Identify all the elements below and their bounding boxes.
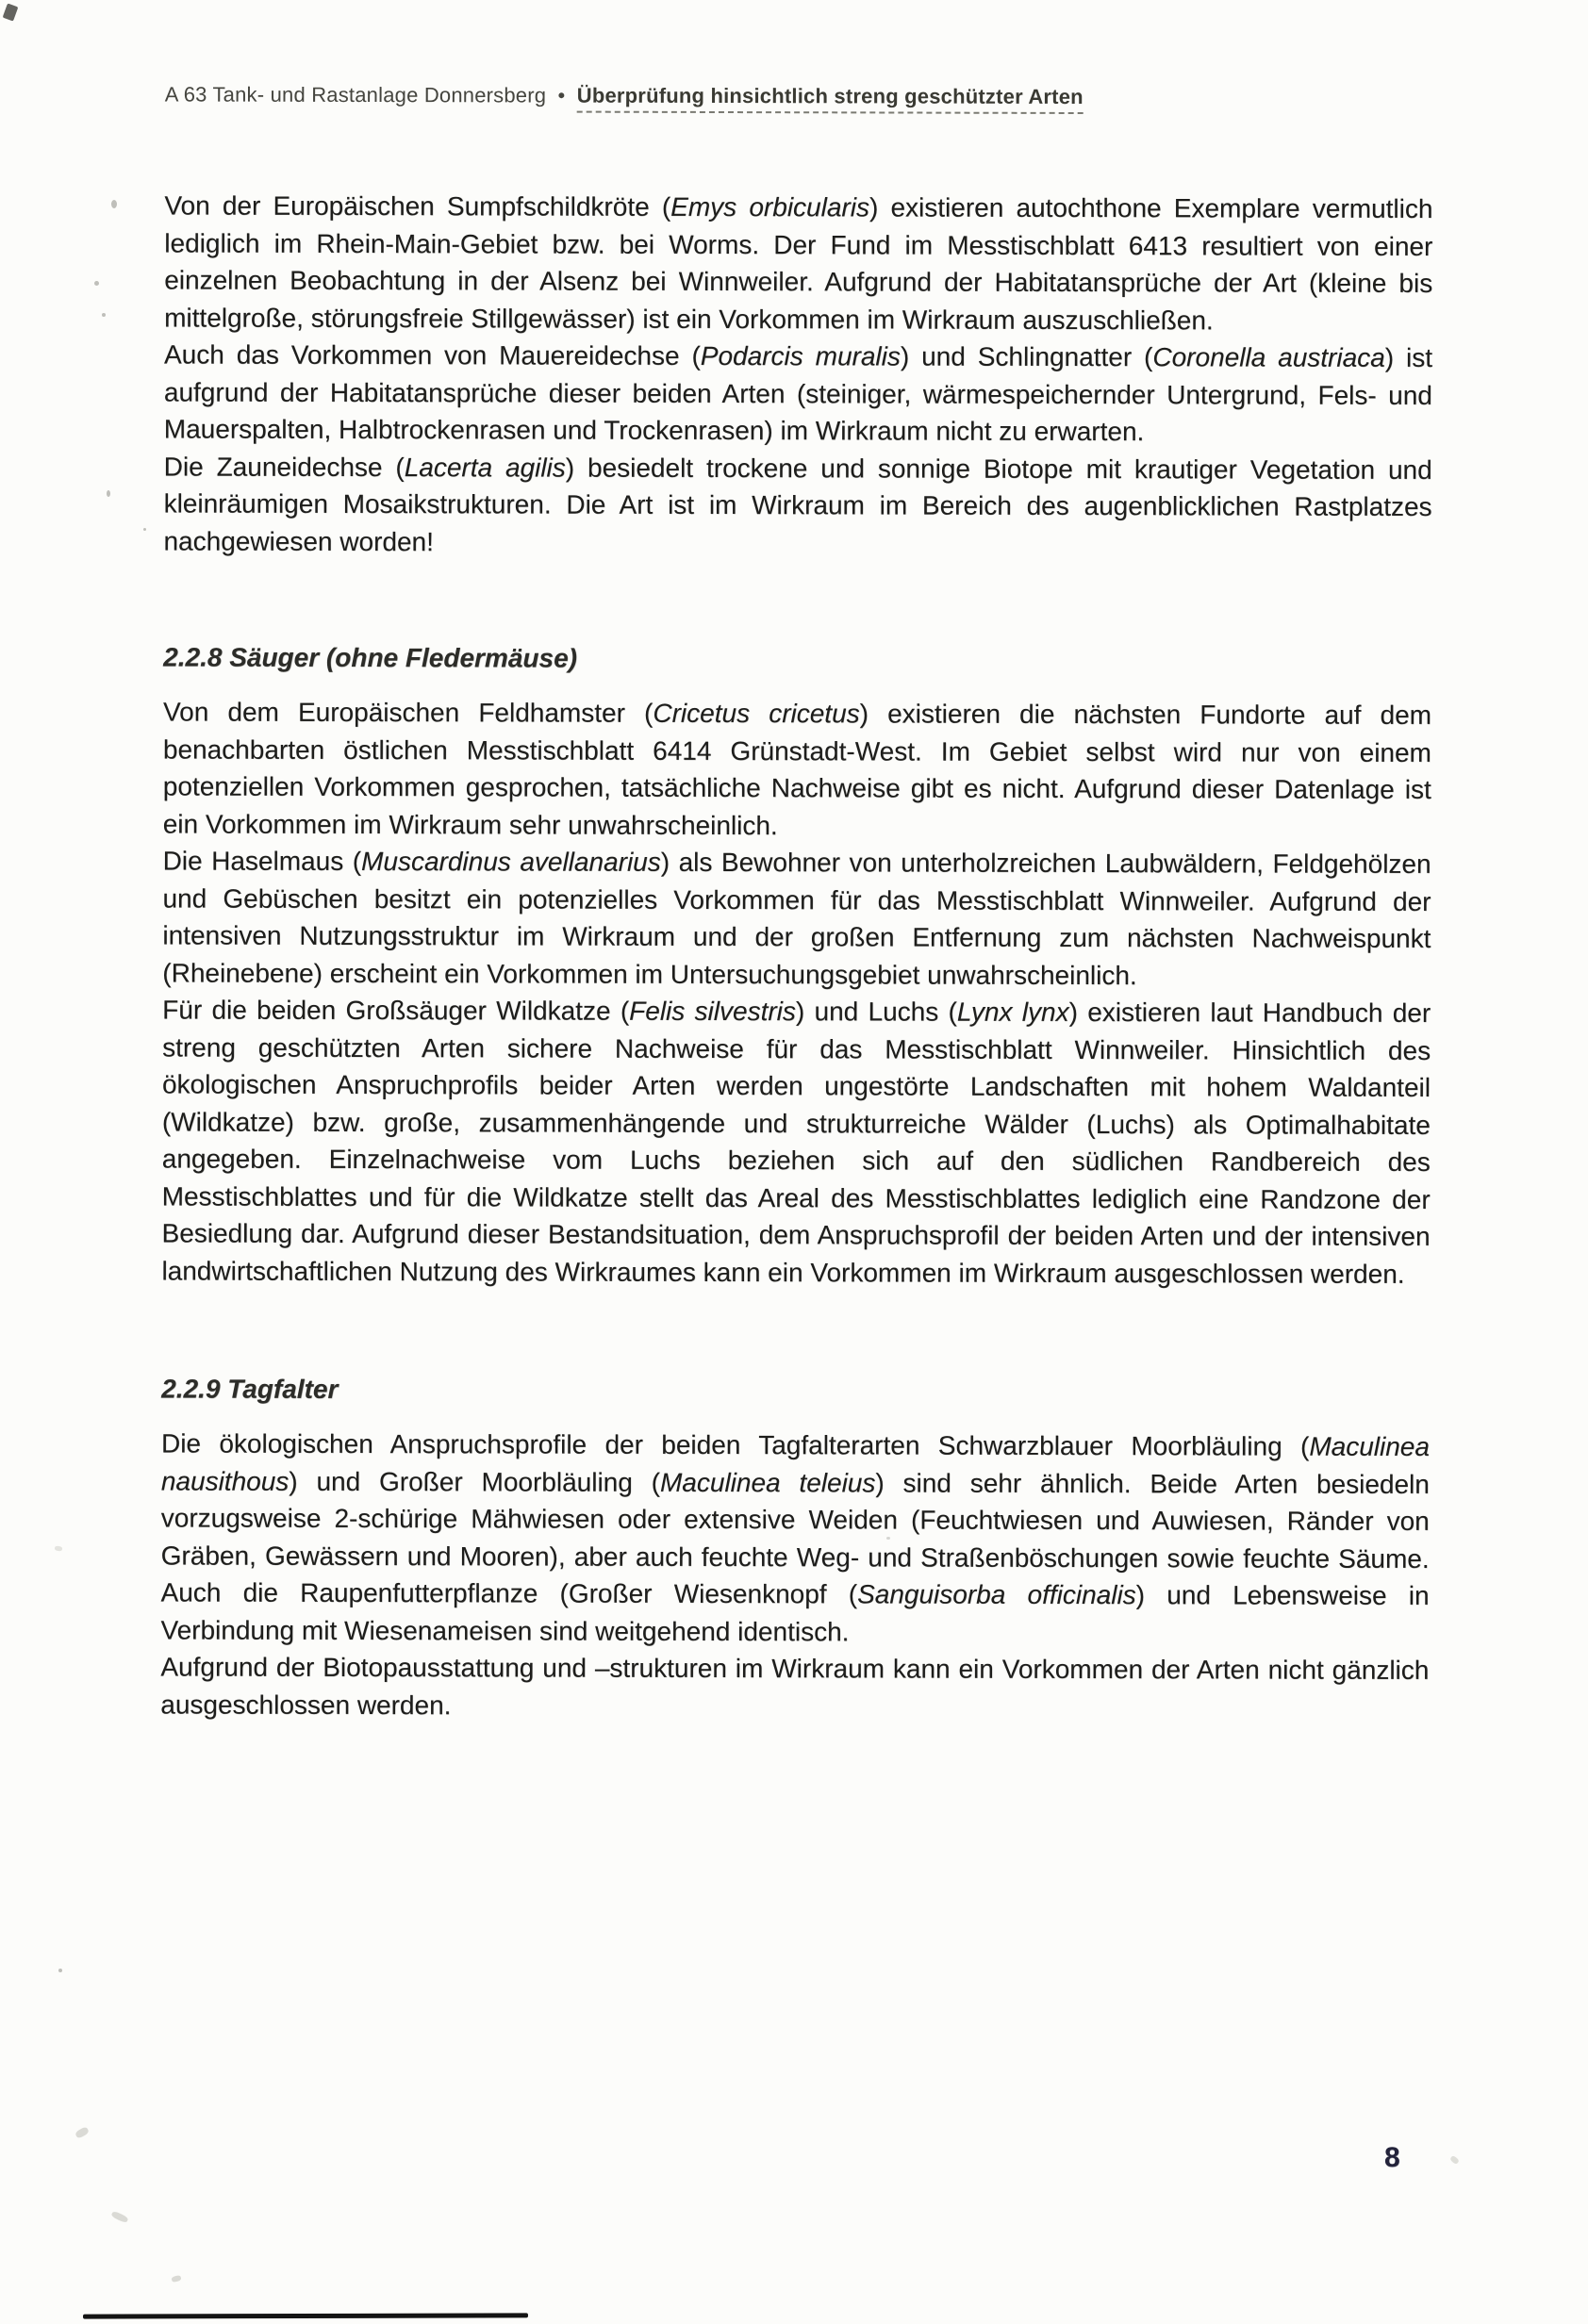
paragraph-moorblaeulinge: Die ökologischen Anspruchsprofile der beiden Tagfalterarten Schwarzblauer Moorbläuling (Maculinea nausithous) und Großer Moorbläuling (Maculinea teleius) sind sehr ähnlich. Beide Arten besiedeln vorzugsweise 2-schürige Mähwiesen oder extensive Weiden (Feuchtwiesen und Auwiesen, Ränder von Gräben, Gewässern und Mooren), aber auch feuchte Weg- und Straßenböschungen sowie feuchte Säume. Auch die Raupenfutterpflanze (Großer Wiesenknopf (Sanguisorba officinalis) und Lebensweise in Verbindung mit Wiesenameisen sind weitgehend identisch. xyxy=(160,1428,1431,1646)
header-bullet-separator: • xyxy=(557,83,566,107)
paragraph-wildkatze-luchs: Für die beiden Großsäuger Wildkatze (Felis silvestris) und Luchs (Lynx lynx) existieren laut Handbuch der streng geschützten Arten sichere Nachweise für das Messtischblatt Winnweiler. Hinsichtlich des ökologischen Anspruchprofils beider Arten werden ungestörte Landschaften mit hohem Waldanteil (Wildkatze) bzw. große, zusammenhängende und strukturreiche Wälder (Luchs) als Optimalhabitate angegeben. Einzelnachweise vom Luchs beziehen sich auf den südlichen Randbereich des Messtischblattes und für die Wildkatze stellt das Areal des Messtischblattes lediglich eine Randzone der Besiedlung dar. Aufgrund dieser Bestandsituation, dem Anspruchsprofil der beiden Arten und der intensiven landwirtschaftlichen Nutzung des Wirkraumes kann ein Vorkommen im Wirkraum ausgeschlossen werden. xyxy=(161,995,1431,1289)
scan-artifact-smudge xyxy=(171,2275,181,2283)
scan-artifact-speck xyxy=(58,1969,62,1972)
page-number: 8 xyxy=(1384,2142,1400,2173)
scan-artifact-smudge xyxy=(55,1545,63,1551)
section-heading-2-2-8-saeuger: 2.2.8 Säuger (ohne Fledermäuse) xyxy=(163,642,578,673)
section-mammals-paragraphs xyxy=(161,693,1431,1293)
page-content xyxy=(160,81,1433,1726)
scan-artifact-smudge xyxy=(74,2126,90,2139)
scan-artifact-speck xyxy=(111,200,117,208)
paragraph-sumpfschildkroete: Von der Europäischen Sumpfschildkröte (Emys orbicularis) existieren autochthone Exemplare vermutlich lediglich im Rhein-Main-Gebiet bzw. bei Worms. Der Fund im Messtischblatt 6413 resultiert von einer einzelnen Beobachtung in der Alsenz bei Winnweiler. Aufgrund der Habitatansprüche der Art (kleine bis mittelgroße, störungsfreie Stillgewässer) ist ein Vorkommen im Wirkraum auszuschließen. xyxy=(164,190,1433,335)
paragraph-biotopausstattung: Aufgrund der Biotopausstattung und –strukturen im Wirkraum kann ein Vorkommen der Arten nicht gänzlich ausgeschlossen werden. xyxy=(160,1652,1430,1720)
scan-artifact-bottom-line xyxy=(83,2313,528,2318)
paragraph-haselmaus: Die Haselmaus (Muscardinus avellanarius) als Bewohner von unterholzreichen Laubwäldern, Feldgehölzen und Gebüschen besitzt ein potenzielles Vorkommen für das Messtischblatt Winnweiler. Aufgrund der intensiven Nutzungsstruktur im Wirkraum und der großen Entfernung zum nächsten Nachweispunkt (Rheinebene) erscheint ein Vorkommen im Untersuchungsgebiet unwahrscheinlich. xyxy=(162,846,1431,990)
scan-artifact-speck xyxy=(107,490,110,497)
scan-artifact-smudge xyxy=(1449,2155,1460,2165)
page-header xyxy=(165,81,1433,111)
header-title-text: A 63 Tank- und Rastanlage Donnersberg xyxy=(164,82,547,107)
scan-artifact-smudge xyxy=(110,2211,128,2224)
section-heading-2-2-9-tagfalter: 2.2.9 Tagfalter xyxy=(161,1374,339,1404)
paragraph-zauneidechse: Die Zauneidechse (Lacerta agilis) besiedelt trockene und sonnige Biotope mit krautiger Vegetation und kleinräumigen Mosaikstrukturen. Die Art ist im Wirkraum im Bereich des augenblicklichen Rastplatzes nachgewiesen worden! xyxy=(163,451,1432,556)
section-butterflies-paragraphs xyxy=(160,1425,1430,1726)
scan-artifact-speck xyxy=(102,313,106,317)
header-subtitle-text: Überprüfung hinsichtlich streng geschützter Arten xyxy=(577,84,1083,114)
section-reptiles-paragraphs xyxy=(163,187,1432,563)
paragraph-mauereidechse-schlingnatter: Auch das Vorkommen von Mauereidechse (Podarcis muralis) und Schlingnatter (Coronella austriaca) ist aufgrund der Habitatansprüche dieser beiden Arten (steiniger, wärmespeichernder Untergrund, Fels- und Mauerspalten, Halbtrockenrasen und Trockenrasen) im Wirkraum nicht zu erwarten. xyxy=(163,339,1433,447)
scan-artifact-speck xyxy=(94,281,99,286)
paragraph-feldhamster: Von dem Europäischen Feldhamster (Cricetus cricetus) existieren die nächsten Fundorte auf dem benachbarten östlichen Messtischblatt 6414 Grünstadt-West. Im Gebiet selbst wird nur von einem potenziellen Vorkommen gesprochen, tatsächliche Nachweise gibt es nicht. Aufgrund dieser Datenlage ist ein Vorkommen im Wirkraum sehr unwahrscheinlich. xyxy=(162,697,1432,840)
scan-artifact-speck xyxy=(143,528,146,531)
scan-artifact-corner-mark xyxy=(3,3,19,21)
